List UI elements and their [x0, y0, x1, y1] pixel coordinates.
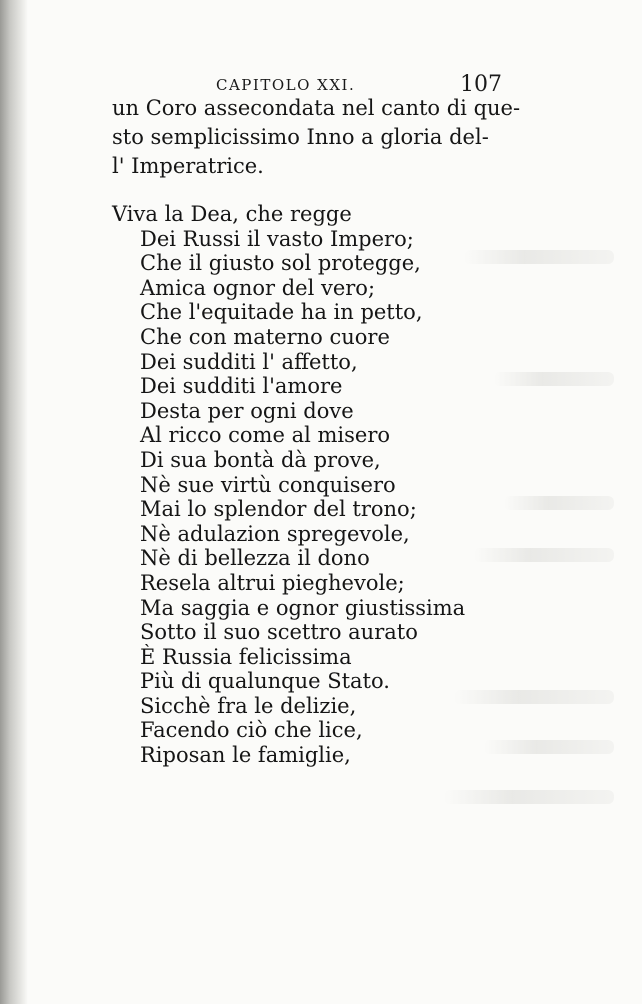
poem-line: Desta per ogni dove — [140, 398, 354, 423]
poem-line: Nè sue virtù conquisero — [140, 472, 396, 497]
poem-line: Sicchè fra le delizie, — [140, 693, 357, 718]
page-number: 107 — [460, 72, 502, 97]
show-through-mark — [444, 790, 614, 804]
poem-line: Sotto il suo scettro aurato — [140, 620, 418, 645]
show-through-mark — [504, 496, 614, 510]
page-binding-edge — [0, 0, 28, 1004]
poem-line: Facendo ciò che lice, — [140, 718, 363, 743]
poem-line: Mai lo splendor del trono; — [140, 497, 417, 522]
prose-line: sto semplicissimo Inno a gloria del- — [112, 125, 489, 149]
poem-line: Dei Russi il vasto Impero; — [140, 226, 414, 251]
poem-line: Che il giusto sol protegge, — [140, 251, 421, 276]
poem-line: Nè di bellezza il dono — [140, 546, 370, 571]
poem-line: Più di qualunque Stato. — [140, 669, 390, 694]
poem-line: È Russia felicissima — [140, 644, 352, 669]
poem-line: Riposan le famiglie, — [140, 743, 351, 768]
prose-paragraph — [112, 94, 521, 181]
poem-line: Di sua bontà dà prove, — [140, 447, 381, 472]
show-through-mark — [494, 372, 614, 386]
poem-line: Che l'equitade ha in petto, — [140, 300, 423, 325]
poem-line: Resela altrui pieghevole; — [140, 570, 405, 595]
chapter-title: CAPITOLO XXI. — [216, 76, 356, 94]
poem-line: Ma saggia e ognor giustissima — [140, 595, 466, 620]
poem-line: Dei sudditi l' affetto, — [140, 349, 358, 374]
prose-line: l' Imperatrice. — [112, 154, 264, 178]
poem-line: Nè adulazion spregevole, — [140, 521, 410, 546]
poem-line: Viva la Dea, che regge — [112, 202, 352, 226]
hymn-poem — [112, 202, 512, 768]
poem-line: Amica ognor del vero; — [140, 275, 376, 300]
poem-line: Al ricco come al misero — [140, 423, 391, 448]
poem-line: Che con materno cuore — [140, 324, 390, 349]
prose-line: un Coro assecondata nel canto di que- — [112, 96, 521, 120]
poem-line: Dei sudditi l'amore — [140, 374, 343, 399]
